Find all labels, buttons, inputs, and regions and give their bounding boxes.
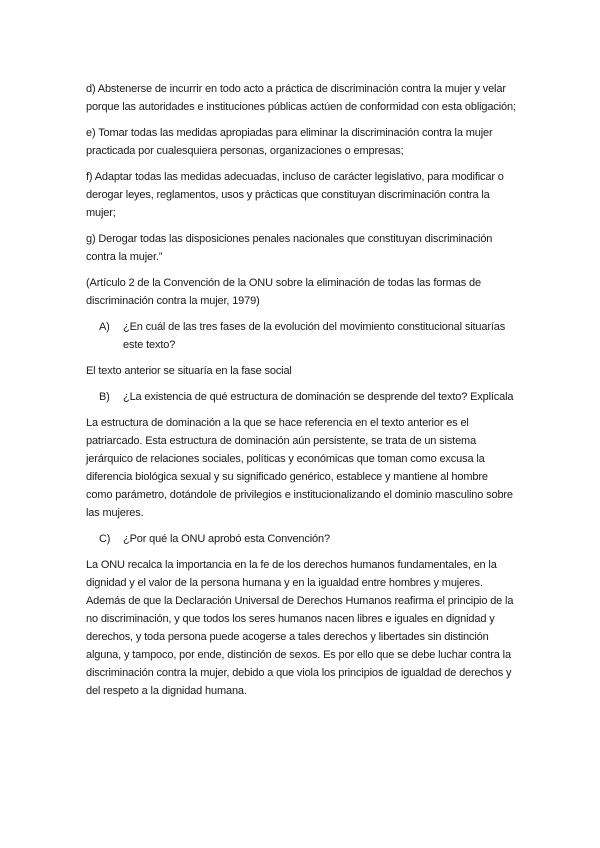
question-b-letter: B) — [99, 391, 110, 403]
document-body — [86, 80, 516, 708]
answer-b: La estructura de dominación a la que se hace referencia en el texto anterior es el patriarcado. Esta estructura de dominación aún persistente, se trata de un sistema jerárquico de relaciones sociales, políticas y económicas que toman como excusa la diferencia biológica sexual y su significado genérico, establece y mantiene al hombre como parámetro, dotándole de privilegios e institucionalizando el dominio masculino sobre las mujeres. — [86, 417, 513, 519]
question-c-letter: C) — [99, 533, 111, 545]
question-a-letter: A) — [99, 321, 110, 333]
question-c — [86, 530, 516, 548]
answer-c: La ONU recalca la importancia en la fe de los derechos humanos fundamentales, en la dignidad y el valor de la persona humana y en la igualdad entre hombres y mujeres. Además de que la Declaración Universal de Derechos Humanos reafirma el principio de la no discriminación, y que todos los seres humanos nacen libres e iguales en dignidad y derechos, y toda persona puede acogerse a tales derechos y libertades sin distinción alguna, y tampoco, por ende, distinción de sexos. Es por ello que se debe luchar contra la discriminación contra la mujer, debido a que viola los principios de igualdad de derechos y del respeto a la dignidad humana. — [86, 559, 514, 697]
article-item-e: e) Tomar todas las medidas apropiadas para eliminar la discriminación contra la mujer practicada por cualesquiera personas, organizaciones o empresas; — [86, 127, 493, 157]
question-a — [86, 318, 516, 354]
article-item-f: f) Adaptar todas las medidas adecuadas, incluso de carácter legislativo, para modificar o derogar leyes, reglamentos, usos y prácticas que constituyan discriminación contra la mujer; — [86, 171, 504, 219]
question-b — [86, 388, 516, 406]
question-b-text: ¿La existencia de qué estructura de dominación se desprende del texto? Explícala — [123, 391, 514, 403]
article-item-g: g) Derogar todas las disposiciones penales nacionales que constituyan discriminación contra la mujer.” — [86, 233, 493, 263]
answer-a: El texto anterior se situaría en la fase social — [86, 365, 292, 377]
article-item-d: d) Abstenerse de incurrir en todo acto a práctica de discriminación contra la mujer y velar porque las autoridades e instituciones públicas actúen de conformidad con esta obligación; — [86, 83, 516, 113]
question-a-text: ¿En cuál de las tres fases de la evolución del movimiento constitucional situarías este texto? — [123, 321, 506, 351]
citation: (Artículo 2 de la Convención de la ONU sobre la eliminación de todas las formas de discriminación contra la mujer, 1979) — [86, 277, 481, 307]
question-c-text: ¿Por qué la ONU aprobó esta Convención? — [123, 533, 330, 545]
